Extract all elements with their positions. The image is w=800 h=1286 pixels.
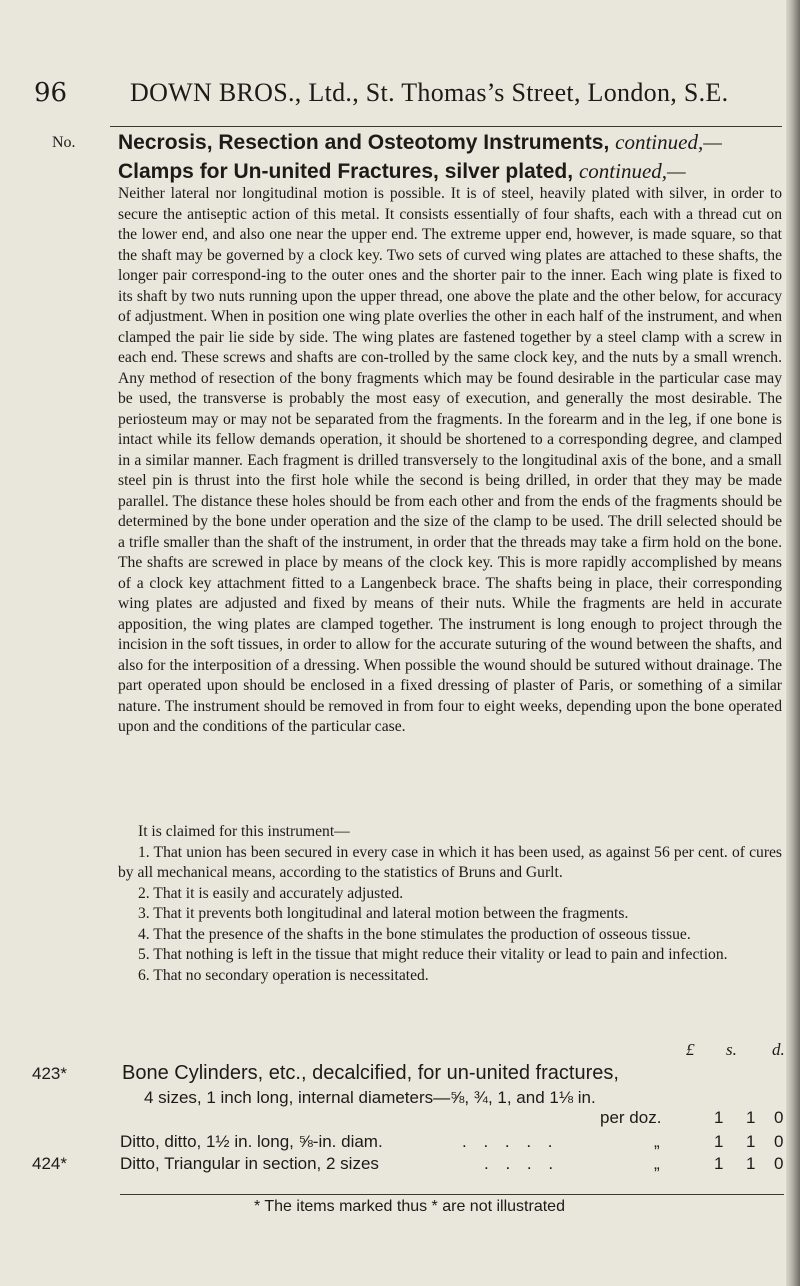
section-title-main: Necrosis, Resection and Osteotomy Instruments,	[118, 131, 610, 154]
product-line: Ditto, ditto, 1½ in. long, ⅝-in. diam.	[120, 1132, 383, 1151]
column-label: No.	[52, 134, 76, 151]
price-pounds: 1	[714, 1132, 724, 1151]
currency-pounds: £	[686, 1040, 695, 1059]
claim-item: 1. That union has been secured in every case in which it has been used, as against 56 per cent. of cures by all mechanical means, according to the statistics of Bruns and Gurlt.	[118, 843, 782, 881]
claim-item: 3. That it prevents both longitudinal and lateral motion between the fragments.	[138, 905, 629, 922]
product-title: Bone Cylinders, etc., decalcified, for un-united fractures,	[122, 1062, 619, 1084]
currency-shillings: s.	[726, 1040, 737, 1059]
price-pence: 0	[774, 1154, 784, 1173]
price-pence: 0	[774, 1108, 784, 1127]
currency-pence: d.	[772, 1040, 785, 1059]
section-subtitle-main: Clamps for Un-united Fractures, silver plated,	[118, 160, 574, 183]
section-subtitle-cont: continued,—	[578, 159, 686, 183]
catalogue-number: 424*	[32, 1154, 67, 1173]
page-header	[34, 78, 774, 118]
leader-dots: . . . .	[484, 1154, 560, 1173]
claim-item: 5. That nothing is left in the tissue that might reduce their vitality or lead to pain and infection.	[138, 946, 728, 963]
section-title-cont: continued,—	[615, 130, 722, 154]
catalogue-number: 423*	[32, 1064, 67, 1083]
price-pence: 0	[774, 1132, 784, 1151]
body-text	[118, 184, 782, 738]
price-shillings: 1	[746, 1108, 756, 1127]
header-rule	[110, 126, 782, 127]
leader-dots: . . . . .	[462, 1132, 559, 1151]
claim-item: 4. That the presence of the shafts in the bone stimulates the production of osseous tissue.	[138, 925, 691, 943]
claims-list	[118, 822, 782, 986]
ditto-mark: „	[654, 1132, 660, 1151]
product-unit: per doz.	[600, 1108, 662, 1127]
footer-rule	[120, 1194, 784, 1195]
claim-item: 2. That it is easily and accurately adjusted.	[138, 884, 404, 902]
price-shillings: 1	[746, 1132, 756, 1151]
page-edge	[786, 0, 800, 1286]
running-head: DOWN BROS., Ltd., St. Thomas’s Street, London, S.E.	[130, 78, 729, 107]
body-paragraph: Neither lateral nor longitudinal motion is possible. It is of steel, heavily plated with silver, in order to secure the antiseptic action of this metal. It consists essentially of four shafts, each with a thread cut on the lower end, and also one near the upper end. The extreme upper end, however, is made square, so that the shaft may be governed by a clock key. Two sets of curved wing plates are attached to these shafts, the longer pair correspond-ing to the outer ones and the shorter pair to the inner. Each wing plate is fixed to its shaft by two nuts running upon the upper thread, one above the plate and the other below, for accuracy of adjustment. When in position one wing plate overlies the other in each half of the instrument, and when clamped the pair lie side by side. The wing plates are fastened together by a steel clamp with a screw in each end. These screws and shafts are con-trolled by the same clock key, and the nuts by a small wrench. Any method of resection of the bony fragments which may be found desirable in the particular case may be used, the transverse is probably the most easy of execution, and generally the most desirable. The periosteum may or may not be separated from the fragments. In the forearm and in the leg, if one bone is intact while its fellow demands operation, it should be shortened to a corresponding degree, and clamped in a similar manner. Each fragment is drilled transversely to the longitudinal axis of the bone, and a small steel pin is thrust into the first hole while the second is being drilled, in order that they may be made parallel. The distance these holes should be from each other and from the ends of the fragments should be determined by the bone under operation and the size of the clamp to be used. The drill selected should be a trifle smaller than the shaft of the instrument, in order that the threads may take a firm hold on the bone. The shafts are screwed in place by means of the clock key. This is more rapidly accomplished by means of a clock key attachment fitted to a Langenbeck brace. The shafts being in place, their corresponding wing plates are adjusted and fixed by means of their nuts. While the fragments are held in accurate apposition, the wing plates are clamped together. The instrument is long enough to project through the incision in the soft tissues, in order to allow for the accurate suturing of the wound between the shafts, and also for the interposition of a dressing. When possible the wound should be sutured without drainage. The part operated upon should be enclosed in a fixed dressing of plaster of Paris, or something of a similar nature. The instrument should be removed in from four to eight weeks, depending upon the bone operated upon and the conditions of the particular case.	[118, 185, 782, 735]
product-line: Ditto, Triangular in section, 2 sizes	[120, 1154, 379, 1173]
ditto-mark: „	[654, 1154, 660, 1173]
section-title	[118, 128, 778, 186]
claim-item: 6. That no secondary operation is necessitated.	[138, 966, 429, 984]
footnote: * The items marked thus * are not illustrated	[254, 1198, 565, 1215]
price-shillings: 1	[746, 1154, 756, 1173]
price-pounds: 1	[714, 1154, 724, 1173]
claims-intro: It is claimed for this instrument—	[138, 823, 350, 840]
price-shillings-pounds: 1	[714, 1108, 724, 1127]
page-number: 96	[34, 78, 68, 108]
product-line: 4 sizes, 1 inch long, internal diameters—⅝, ¾, 1, and 1⅛ in.	[144, 1088, 596, 1107]
